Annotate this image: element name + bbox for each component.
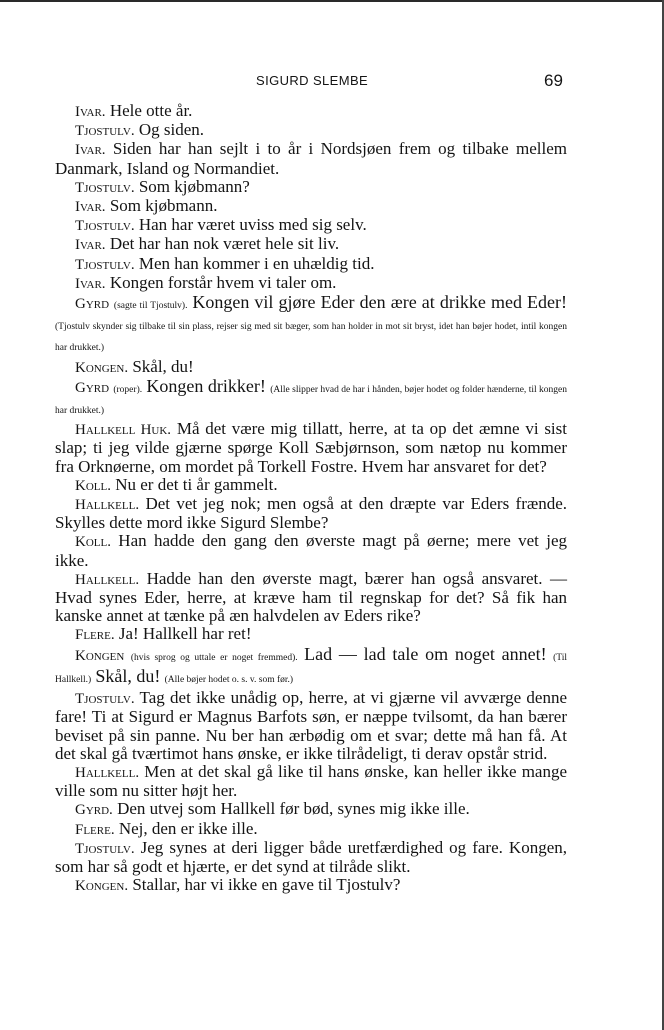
dialogue-line <box>55 358 567 377</box>
dialogue-line <box>55 532 567 569</box>
line-text: Skål, du! <box>95 665 161 686</box>
speaker-name: Tjostulv. <box>75 123 135 140</box>
line-text: Men at det skal gå like til hans ønske, kan heller ikke mange ville som nu sitter højt her. <box>55 761 568 801</box>
speaker-name: Flere. <box>75 627 115 644</box>
line-text: Kongen vil gjøre Eder den ære at drikke med Eder! <box>192 292 568 313</box>
line-text: Må det være mig tillatt, herre, at ta op det æmne vi sist slap; ti jeg vilde gjærne spørge Koll Sæbjørnson, som nætop nu kommer fra Orknøerne, om mordet på Torkell Fostre. Hvem har ansvaret for det? <box>55 419 567 476</box>
line-text: Men han kommer i en uhældig tid. <box>138 253 375 273</box>
dialogue-line <box>55 420 567 476</box>
stage-direction: (Til Hallkell.) <box>55 652 568 685</box>
line-text: Det vet jeg nok; men også at den dræpte var Eders frænde. Skylles dette mord ikke Sigurd Slembe? <box>55 494 568 533</box>
line-text: Tag det ikke unådig op, herre, at vi gjærne vil avværge denne fare! Ti at Sigurd er Magnus Barfots søn, er næppe tvilsomt, da han bærer beviset på sin panne. Nu ber han ærbødig om et svar; dette må han få. At det skal gå tværtimot hans ønske, er ikke tilrådeligt, ti derav opstår strid. <box>55 688 567 763</box>
line-text: Nej, den er ikke ille. <box>118 818 258 838</box>
line-text: Stallar, har vi ikke en gave til Tjostulv? <box>132 875 401 895</box>
speaker-name: Tjostulv. <box>75 218 135 235</box>
line-text: Ja! Hallkell har ret! <box>118 624 252 644</box>
line-text: Kongen drikker! <box>146 375 266 396</box>
dialogue-line <box>55 216 567 235</box>
speaker-name: Kongen <box>75 647 125 664</box>
line-text: Hadde han den øverste magt, bærer han også ansvaret. — Hvad synes Eder, herre, at kræve ham til regnskap for det? Så fik han kanske annet at tænke på æn halvdelen av Eders rike? <box>55 568 567 626</box>
dialogue-line <box>55 102 567 121</box>
line-text: Han hadde den gang den øverste magt på øerne; mere vet jeg ikke. <box>55 531 567 570</box>
dialogue-line <box>55 255 567 274</box>
dialogue-line <box>55 293 567 358</box>
page-number: 69 <box>544 71 563 90</box>
dialogue-line <box>55 625 567 644</box>
speaker-name: Tjostulv. <box>75 256 135 273</box>
line-text: Som kjøbmann? <box>138 176 250 196</box>
line-text: Jeg synes at deri ligger både uretfærdighed og fare. Kongen, som har så godt et hjærte, er det synd at tilråde slikt. <box>55 837 567 876</box>
speaker-name: Tjostulv. <box>75 691 135 708</box>
page-header <box>0 71 664 93</box>
speaker-name: Gyrd <box>75 296 110 313</box>
line-text: Hele otte år. <box>109 101 193 120</box>
speaker-name: Koll. <box>75 534 111 551</box>
stage-direction: (hvis sprog og uttale er noget fremmed). <box>130 652 298 663</box>
dialogue-line <box>55 121 567 140</box>
stage-direction: (Tjostulv skynder sig tilbake til sin plass, rejser sig med sit bæger, som han holder in mot sit bryst, idet han bøjer hodet, intil kongen har drukket.) <box>55 322 567 354</box>
stage-direction: (Alle slipper hvad de har i hånden, bøjer hodet og folder hænderne, til kongen har drukket.) <box>55 384 568 417</box>
speaker-name: Hallkell. <box>75 497 140 514</box>
line-text: Det har han nok været hele sit liv. <box>109 234 340 254</box>
dialogue-line <box>55 839 567 876</box>
line-text: Lad — lad tale om noget annet! <box>304 643 547 664</box>
line-text: Den utvej som Hallkell før bød, synes mig ikke ille. <box>117 799 470 819</box>
stage-direction: (Alle bøjer hodet o. s. v. som før.) <box>164 674 294 685</box>
dialogue-line <box>55 377 567 420</box>
dialogue-line <box>55 820 567 839</box>
dialogue-line <box>55 689 567 763</box>
line-text: Siden har han sejlt i to år i Nordsjøen frem og tilbake mellem Danmark, Island og Normandiet. <box>55 139 568 178</box>
speaker-name: Ivar. <box>75 104 106 120</box>
line-text: Han har været uviss med sig selv. <box>138 215 367 235</box>
speaker-name: Hallkell. <box>75 764 140 781</box>
dialogue-line <box>55 197 567 216</box>
speaker-name: Ivar. <box>75 237 106 254</box>
page-top-edge <box>0 0 664 2</box>
dialogue-line <box>55 800 567 819</box>
speaker-name: Ivar. <box>75 275 106 292</box>
dialogue-line <box>55 645 567 689</box>
dialogue-line <box>55 876 567 895</box>
running-head: SIGURD SLEMBE <box>256 73 369 88</box>
speaker-name: Gyrd <box>75 379 110 396</box>
dialogue-line <box>55 178 567 197</box>
dialogue-line <box>55 235 567 254</box>
speaker-name: Flere. <box>75 821 115 838</box>
dialogue-line <box>55 495 567 532</box>
speaker-name: Hallkell. <box>75 571 140 588</box>
speaker-name: Ivar. <box>75 142 106 159</box>
speaker-name: Ivar. <box>75 199 106 216</box>
speaker-name: Tjostulv. <box>75 179 135 196</box>
line-text: Nu er det ti år gammelt. <box>115 474 278 494</box>
dialogue-line <box>55 274 567 293</box>
speaker-name: Gyrd. <box>75 802 113 819</box>
line-text: Som kjøbmann. <box>109 196 218 216</box>
line-text: Kongen forstår hvem vi taler om. <box>109 272 337 292</box>
speaker-name: Tjostulv. <box>75 840 135 857</box>
speaker-name: Hallkell Huk. <box>75 422 172 439</box>
speaker-name: Koll. <box>75 477 111 494</box>
line-text: Og siden. <box>138 120 204 140</box>
line-text: Skål, du! <box>132 356 194 376</box>
dialogue-line <box>55 476 567 495</box>
play-text <box>55 102 567 895</box>
dialogue-line <box>55 140 567 177</box>
stage-direction: (sagte til Tjostulv). <box>113 301 188 312</box>
dialogue-line <box>55 570 567 626</box>
speaker-name: Kongen. <box>75 878 129 895</box>
speaker-name: Kongen. <box>75 359 129 376</box>
stage-direction: (roper). <box>113 384 143 395</box>
dialogue-line <box>55 763 567 800</box>
